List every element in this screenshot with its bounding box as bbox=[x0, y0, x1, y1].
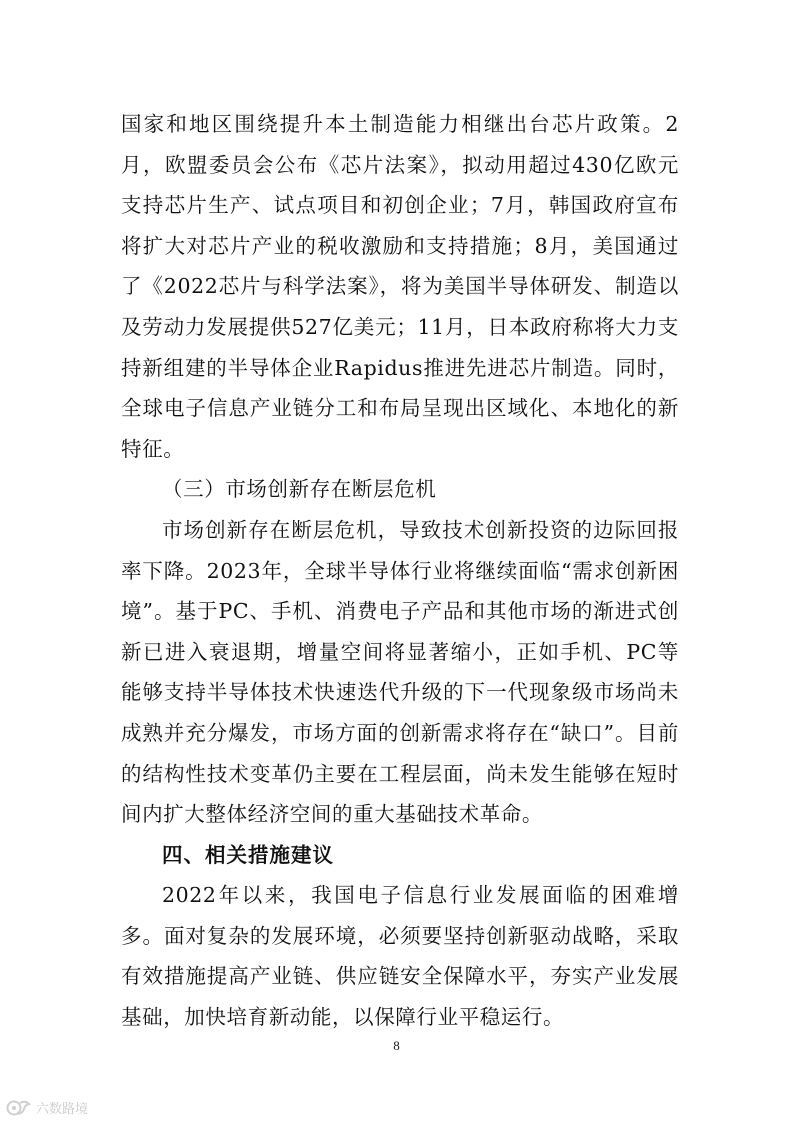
logo-icon bbox=[6, 1099, 32, 1117]
page-number: 8 bbox=[393, 1038, 400, 1053]
watermark bbox=[6, 1098, 88, 1117]
document-body bbox=[121, 104, 679, 1038]
watermark-text: 六数路境 bbox=[36, 1102, 89, 1117]
subheading-market-innovation: （三）市场创新存在断层危机 bbox=[162, 477, 437, 502]
section-heading-recommendations: 四、相关措施建议 bbox=[162, 842, 334, 867]
paragraph-recommendations: 2022年以来，我国电子信息行业发展面临的困难增多。面对复杂的发展环境，必须要坚持创新驱动战略，采取有效措施提高产业链、供应链安全保障水平，夯实产业发展基础，加快培育新动能，以保障行业平稳运行。 bbox=[121, 883, 679, 1030]
paragraph-market-innovation: 市场创新存在断层危机，导致技术创新投资的边际回报率下降。2023年，全球半导体行业将继续面临“需求创新困境”。基于PC、手机、消费电子产品和其他市场的渐进式创新已进入衰退期，增量空间将显著缩小，正如手机、PC等能够支持半导体技术快速迭代升级的下一代现象级市场尚未成熟并充分爆发，市场方面的创新需求将存在“缺口”。目前的结构性技术变革仍主要在工程层面，尚未发生能够在短时间内扩大整体经济空间的重大基础技术革命。 bbox=[121, 517, 679, 827]
paragraph-chip-policies: 国家和地区围绕提升本土制造能力相继出台芯片政策。2月，欧盟委员会公布《芯片法案》，拟动用超过430亿欧元支持芯片生产、试点项目和初创企业；7月，韩国政府宣布将扩大对芯片产业的税收激励和支持措施；8月，美国通过了《2022芯片与科学法案》，将为美国半导体研发、制造以及劳动力发展提供527亿美元；11月，日本政府称将大力支持新组建的半导体企业Rapidus推进先进芯片制造。同时，全球电子信息产业链分工和布局呈现出区域化、本地化的新特征。 bbox=[121, 112, 679, 461]
